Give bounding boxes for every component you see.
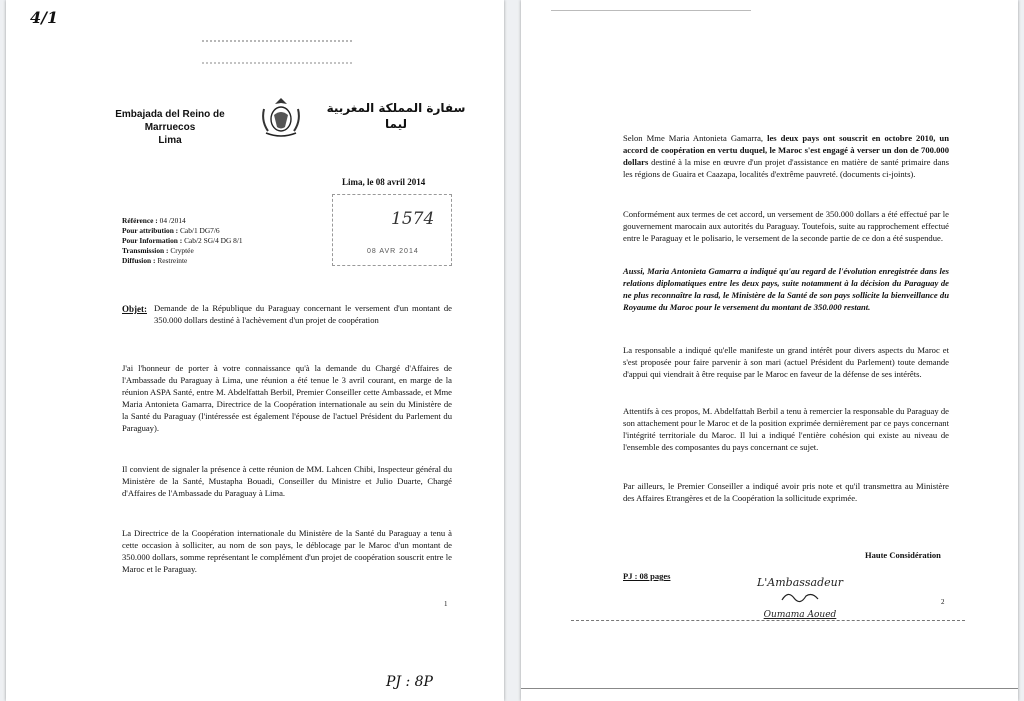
objet-label: Objet: xyxy=(122,304,147,314)
para1-lead: Selon Mme Maria Antonieta Gamarra, xyxy=(623,133,768,143)
meta-value: Cab/1 DG7/6 xyxy=(179,226,220,235)
date-line: Lima, le 08 avril 2014 xyxy=(342,177,426,187)
meta-row-attribution xyxy=(122,226,243,236)
meta-label: Pour Information : xyxy=(122,236,183,245)
top-stamp-smudge xyxy=(202,40,352,64)
signature-name: Oumama Aoued xyxy=(763,610,837,620)
bottom-edge-line xyxy=(521,688,1018,689)
signature-block xyxy=(745,576,855,622)
attachments-text: PJ : 08 pages xyxy=(623,571,671,581)
signature-scribble-icon xyxy=(780,590,820,604)
arabic-header-line2: ليما xyxy=(385,117,407,131)
reception-stamp xyxy=(332,194,452,266)
meta-value: Restreinte xyxy=(157,256,188,265)
attachments-note xyxy=(623,571,670,581)
meta-row-reference xyxy=(122,216,243,226)
page2-paragraph-5: Attentifs à ces propos, M. Abdelfattah Berbil a tenu à remercier la responsable du Paraguay de son attachement pour le Maroc et de la position exprimée dernièrement par ce pays concernant l'intégrité territoriale du Maroc. Il lui a indiqué l'entière cohésion qui existe au niveau de l'ensemble des composantes du pays concernant ce sujet. xyxy=(623,406,949,452)
embassy-header xyxy=(102,108,238,147)
coat-of-arms-icon xyxy=(258,95,304,139)
meta-label: Diffusion : xyxy=(122,256,156,265)
page2-paragraph-3: Aussi, Maria Antonieta Gamarra a indiqué qu'au regard de l'évolution enregistrée dans les relations diplomatiques entre les deux pays, suite notamment à la décision du Paraguay de ne plus reconnaître la rasd, le Ministère de la Santé de son pays sollicite la bienveillance du Royaume du Maroc pour le versement du montant de 350.000 restant. xyxy=(623,266,949,312)
page2-paragraph-2: Conformément aux termes de cet accord, un versement de 350.000 dollars a été effectué par le gouvernement marocain aux autorités du Paraguay. Toutefois, suite au rapprochement effectué entre le Paraguay et le polisario, le versement de la seconde partie de ce don a été suspendue. xyxy=(623,209,949,243)
para1-rest: destiné à la mise en œuvre d'un projet d'assistance en matière de santé primaire dans les régions de Guaira et Caazapa, localités d'extrême pauvreté. (documents ci-joints). xyxy=(623,156,949,179)
arabic-header-line1: سفارة المملكة المغربية xyxy=(326,101,466,115)
arabic-header xyxy=(326,100,466,132)
scan-artifact-line xyxy=(551,10,751,11)
embassy-line3: Lima xyxy=(158,135,182,146)
page2-paragraph-1 xyxy=(623,133,949,181)
page-number-2: 2 xyxy=(941,598,945,606)
bottom-scan-line xyxy=(571,620,965,621)
meta-label: Transmission : xyxy=(122,246,169,255)
meta-value: 04 /2014 xyxy=(159,216,186,225)
document-page-1 xyxy=(6,0,504,701)
stamp-number: 1574 xyxy=(391,209,435,229)
embassy-line1: Embajada del Reino de xyxy=(115,109,225,120)
document-page-2 xyxy=(521,0,1018,701)
meta-value: Cryptée xyxy=(170,246,194,255)
corner-handwritten-mark: 4/1 xyxy=(30,8,59,27)
meta-label: Pour attribution : xyxy=(122,226,179,235)
page1-paragraph-1: J'ai l'honneur de porter à votre connaissance qu'à la demande du Chargé d'Affaires de l'Ambassade du Paraguay à Lima, une réunion a été tenue le 3 avril courant, en marge de la réunion ASPA Santé, entre M. Abdelfattah Berbil, Premier Conseiller cette Ambassade, et Mme Maria Antonieta Gamarra, Directrice de la Coopération internationale au sein du Ministère de la Santé du Paraguay (l'intéressée est également l'épouse de l'actuel Président du Parlement du Paraguay). xyxy=(122,363,452,433)
page2-paragraph-6: Par ailleurs, le Premier Conseiller a indiqué avoir pris note et qu'il transmettra au Ministère des Affaires Etrangères et de la Coopération la sollicitude exprimée. xyxy=(623,481,949,503)
page1-paragraph-2: Il convient de signaler la présence à cette réunion de MM. Lahcen Chibi, Inspecteur général du Ministère de la Santé, Mustapha Bouadi, Conseiller du Ministre et Julio Duarte, Chargé d'Affaires de l'Ambassade du Paraguay à Lima. xyxy=(122,464,452,498)
page-number-1: 1 xyxy=(444,600,448,608)
meta-block xyxy=(122,216,243,266)
meta-value: Cab/2 SG/4 DG 8/1 xyxy=(184,236,243,245)
handwritten-note: PJ : 8P xyxy=(386,674,433,690)
closing-formula: Haute Considération xyxy=(865,550,941,560)
objet-text: Demande de la République du Paraguay concernant le versement d'un montant de 350.000 dollars destiné à l'achèvement d'un projet de coopération xyxy=(154,303,452,325)
page2-paragraph-4: La responsable a indiqué qu'elle manifeste un grand intérêt pour divers aspects du Maroc et s'est proposée pour faire parvenir à son mari (actuel Président du Parlement) toute demande d'appui qui viendrait à être requise par le Maroc en faveur de la défense de ses intérêts. xyxy=(623,345,949,379)
meta-row-information xyxy=(122,236,243,246)
meta-label: Référence : xyxy=(122,216,158,225)
stamp-date: 08 AVR 2014 xyxy=(367,248,419,255)
para1-bold: les deux pays ont souscrit en octobre 2010, un accord de coopération en vertu duquel, le Maroc s'est engagé à verser un don de 700.000 dollars xyxy=(623,133,949,167)
signature-title: L'Ambassadeur xyxy=(756,576,844,589)
embassy-line2: Marruecos xyxy=(144,122,196,133)
meta-row-transmission xyxy=(122,246,243,256)
page1-paragraph-3: La Directrice de la Coopération internationale du Ministère de la Santé du Paraguay a tenu à cette occasion à solliciter, au nom de son pays, le déblocage par le Maroc d'un montant de 350.000 dollars, somme représentant le complément d'un projet de coopération souscrit entre le Maroc et le Paraguay. xyxy=(122,528,452,574)
meta-row-diffusion xyxy=(122,256,243,266)
